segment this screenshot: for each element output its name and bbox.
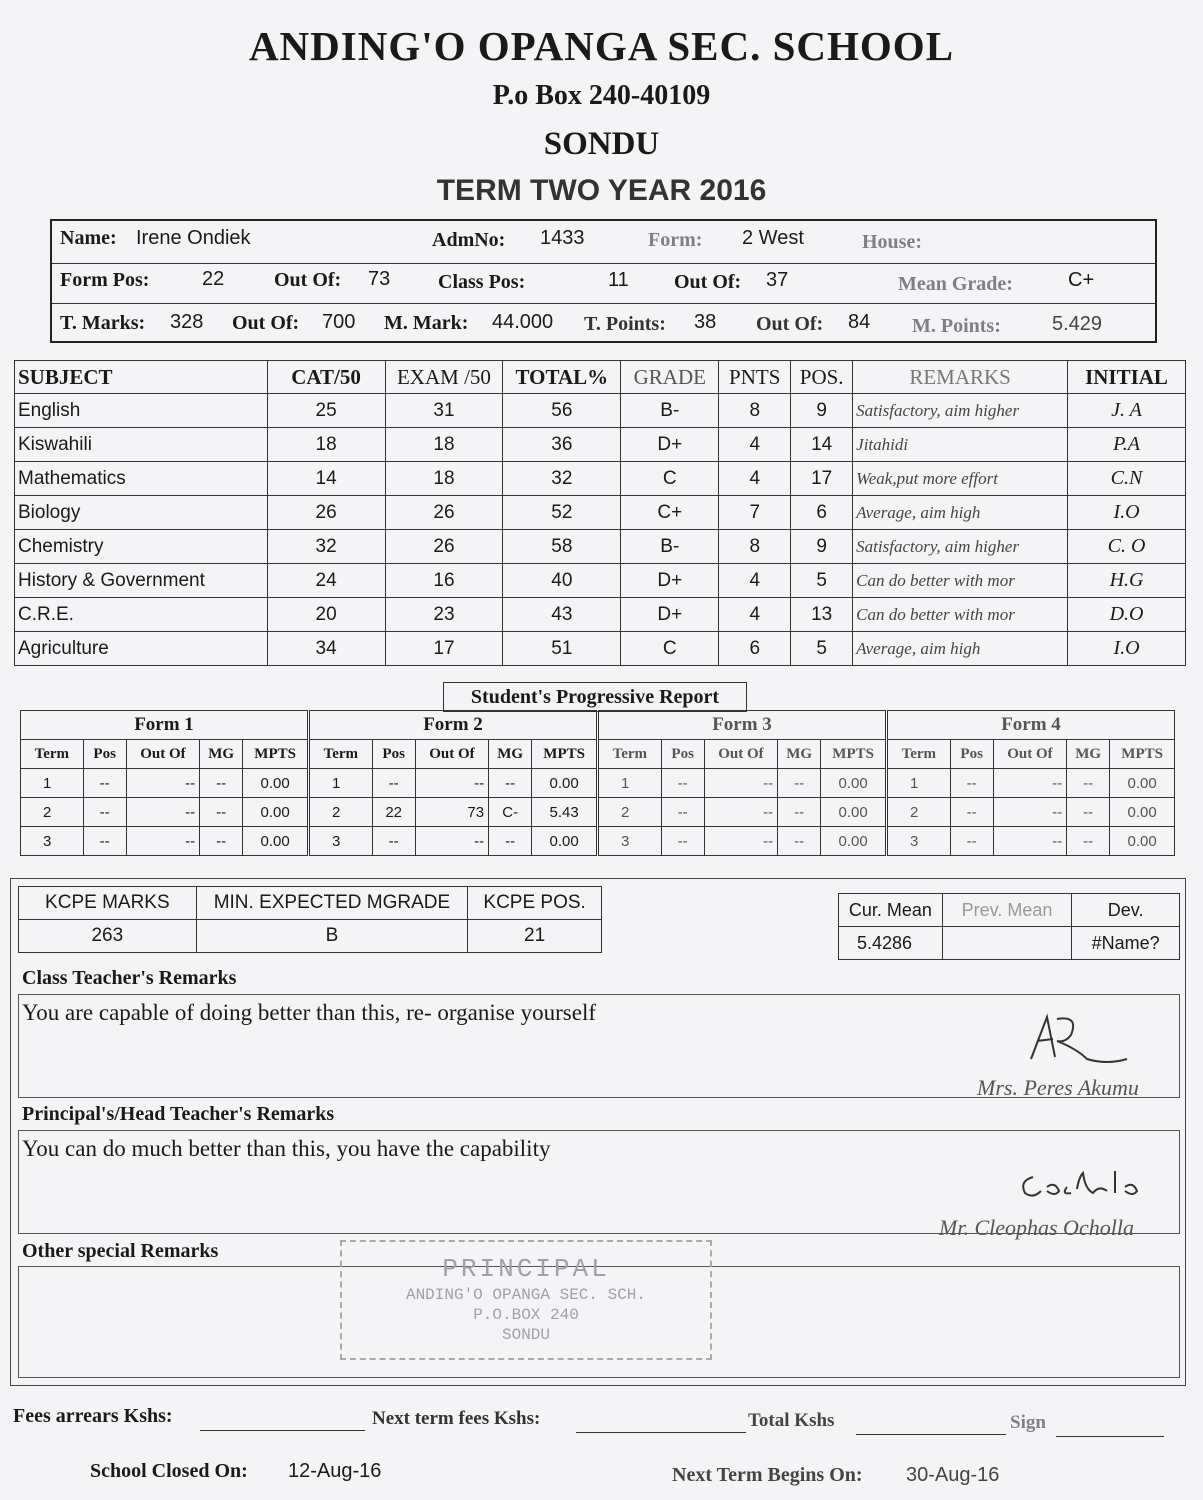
cell-exam: 16: [385, 564, 503, 598]
cell-grade: D+: [621, 564, 719, 598]
progress-cell: --: [200, 769, 243, 798]
form-label: Form:: [648, 229, 703, 251]
progress-cell: --: [200, 798, 243, 827]
progress-col-header: Term: [888, 740, 951, 769]
progress-form-table: [309, 710, 597, 856]
kcpe-marks-header: KCPE MARKS: [19, 887, 197, 920]
progress-cell: 0.00: [532, 769, 597, 798]
term-title: TERM TWO YEAR 2016: [436, 174, 767, 207]
class-teacher-remarks: You are capable of doing better than this, re- organise yourself: [22, 1000, 596, 1025]
progress-row: [310, 798, 597, 827]
cell-initial: C. O: [1068, 530, 1186, 564]
progress-form-table: [20, 710, 308, 856]
progress-cell: 1: [888, 769, 951, 798]
subject-row: [15, 632, 1186, 666]
progress-row: [888, 798, 1175, 827]
cell-exam: 26: [385, 496, 503, 530]
progress-cell: --: [489, 769, 532, 798]
form-out-of: 73: [368, 268, 391, 290]
class-teacher-label: Class Teacher's Remarks: [22, 967, 237, 989]
cell-grade: B-: [621, 530, 719, 564]
name-label: Name:: [60, 227, 117, 249]
progress-title: Student's Progressive Report: [443, 682, 747, 712]
progress-form-title: Form 1: [21, 711, 308, 740]
progress-cell: 3: [310, 827, 373, 856]
progress-cell: --: [778, 827, 821, 856]
cell-grade: C: [621, 632, 719, 666]
progress-cell: 0.00: [821, 798, 886, 827]
progress-cell: --: [126, 798, 199, 827]
progress-cell: --: [200, 827, 243, 856]
cell-cat: 25: [267, 394, 385, 428]
cell-remarks: Weak,put more effort: [853, 462, 1068, 496]
progress-cell: --: [1067, 827, 1110, 856]
cell-pnts: 4: [719, 462, 791, 496]
progress-cell: --: [993, 769, 1066, 798]
kcpe-pos-header: KCPE POS.: [468, 887, 602, 920]
school-name: ANDING'O OPANGA SEC. SCHOOL: [248, 23, 955, 69]
next-term-begins-label: Next Term Begins On:: [672, 1464, 863, 1486]
cell-initial: I.O: [1068, 496, 1186, 530]
form-pos-label: Form Pos:: [60, 269, 150, 291]
col-pos: POS.: [791, 361, 853, 394]
sign-label: Sign: [1010, 1412, 1046, 1433]
m-mark-label: M. Mark:: [384, 312, 469, 334]
cell-exam: 18: [385, 462, 503, 496]
progress-cell: --: [993, 827, 1066, 856]
m-points: 5.429: [1052, 313, 1103, 335]
progress-cell: --: [83, 827, 126, 856]
dev-header: Dev.: [1072, 894, 1180, 927]
progress-cell: --: [778, 798, 821, 827]
progress-cell: 1: [310, 769, 373, 798]
t-points: 38: [694, 311, 717, 333]
cell-total: 51: [503, 632, 621, 666]
next-term-fees-line: [576, 1432, 746, 1433]
next-term-fees-label: Next term fees Kshs:: [372, 1408, 541, 1429]
cell-exam: 26: [385, 530, 503, 564]
progress-col-header: Out Of: [704, 740, 777, 769]
progress-col-header: Term: [310, 740, 373, 769]
cell-exam: 23: [385, 598, 503, 632]
progress-col-header: Pos: [83, 740, 126, 769]
col-remarks: REMARKS: [853, 361, 1068, 394]
adm-label: AdmNo:: [432, 229, 506, 251]
progress-col-header: MPTS: [821, 740, 886, 769]
cell-cat: 24: [267, 564, 385, 598]
class-out-of: 37: [766, 269, 789, 291]
progress-cell: --: [704, 827, 777, 856]
col-exam: EXAM /50: [385, 361, 503, 394]
progress-cell: 2: [888, 798, 951, 827]
cell-grade: C: [621, 462, 719, 496]
cell-cat: 14: [267, 462, 385, 496]
cell-initial: J. A: [1068, 394, 1186, 428]
cell-pos: 14: [791, 428, 853, 462]
school-address: P.o Box 240-40109: [492, 80, 711, 111]
cell-subject: History & Government: [15, 564, 268, 598]
progress-cell: 0.00: [1110, 827, 1175, 856]
progress-row: [599, 798, 886, 827]
cell-subject: Agriculture: [15, 632, 268, 666]
progress-form-title: Form 2: [310, 711, 597, 740]
progress-cell: 0.00: [1110, 798, 1175, 827]
progress-col-header: Pos: [661, 740, 704, 769]
school-closed-date: 12-Aug-16: [288, 1460, 382, 1482]
school-closed-label: School Closed On:: [90, 1460, 248, 1482]
marks-table: [14, 360, 1186, 666]
class-pos-label: Class Pos:: [438, 271, 526, 293]
cell-remarks: Can do better with mor: [853, 598, 1068, 632]
progress-col-header: Pos: [950, 740, 993, 769]
progress-cell: 3: [888, 827, 951, 856]
progress-cell: --: [950, 827, 993, 856]
progress-col-header: Out Of: [993, 740, 1066, 769]
subject-row: [15, 496, 1186, 530]
progress-col-header: MPTS: [1110, 740, 1175, 769]
cell-grade: D+: [621, 598, 719, 632]
progress-col-header: MG: [778, 740, 821, 769]
progress-cell: --: [950, 798, 993, 827]
cell-cat: 34: [267, 632, 385, 666]
sign-line: [1056, 1436, 1164, 1437]
progress-cell: --: [372, 769, 415, 798]
progress-row: [310, 827, 597, 856]
cell-total: 32: [503, 462, 621, 496]
cell-pnts: 4: [719, 564, 791, 598]
cell-remarks: Average, aim high: [853, 496, 1068, 530]
school-town: SONDU: [543, 126, 660, 162]
subject-row: [15, 530, 1186, 564]
progress-col-header: MG: [489, 740, 532, 769]
cell-pos: 5: [791, 632, 853, 666]
cell-pos: 13: [791, 598, 853, 632]
t-points-out-of: 84: [848, 311, 871, 333]
principal-label: Principal's/Head Teacher's Remarks: [22, 1103, 335, 1125]
stamp-line-1: PRINCIPAL: [442, 1254, 610, 1284]
prev-mean-header: Prev. Mean: [942, 894, 1071, 927]
col-subject: SUBJECT: [15, 361, 268, 394]
cell-initial: P.A: [1068, 428, 1186, 462]
progress-cell: --: [83, 798, 126, 827]
cell-grade: D+: [621, 428, 719, 462]
progress-cell: --: [415, 769, 488, 798]
subject-row: [15, 394, 1186, 428]
cell-pos: 6: [791, 496, 853, 530]
principal-stamp: [340, 1240, 712, 1360]
progress-cell: --: [661, 769, 704, 798]
cell-subject: Chemistry: [15, 530, 268, 564]
progress-cell: --: [489, 827, 532, 856]
subject-row: [15, 462, 1186, 496]
cell-total: 43: [503, 598, 621, 632]
class-pos: 11: [608, 269, 629, 291]
cell-total: 58: [503, 530, 621, 564]
subject-row: [15, 428, 1186, 462]
progress-cell: 2: [599, 798, 662, 827]
col-grade: GRADE: [621, 361, 719, 394]
progress-cell: 2: [310, 798, 373, 827]
cell-initial: I.O: [1068, 632, 1186, 666]
class-teacher-signature-icon: [1017, 1009, 1137, 1071]
cell-total: 56: [503, 394, 621, 428]
progress-cell: --: [83, 769, 126, 798]
cell-pos: 17: [791, 462, 853, 496]
progress-row: [21, 798, 308, 827]
min-mgrade-value: B: [196, 920, 468, 953]
house-label: House:: [862, 231, 922, 253]
progress-row: [888, 769, 1175, 798]
cell-subject: C.R.E.: [15, 598, 268, 632]
stamp-line-2: ANDING'O OPANGA SEC. SCH.: [405, 1286, 647, 1304]
progress-col-header: Out Of: [126, 740, 199, 769]
progress-cell: --: [126, 827, 199, 856]
cell-pnts: 4: [719, 598, 791, 632]
cell-pnts: 8: [719, 394, 791, 428]
cell-subject: Mathematics: [15, 462, 268, 496]
m-points-label: M. Points:: [912, 315, 1001, 337]
progress-row: [599, 827, 886, 856]
m-mark: 44.000: [492, 311, 554, 333]
progress-cell: 5.43: [532, 798, 597, 827]
fees-arrears-line: [200, 1430, 365, 1431]
progress-row: [21, 769, 308, 798]
principal-remarks: You can do much better than this, you have the capability: [22, 1136, 551, 1161]
total-line: [856, 1434, 1006, 1435]
progress-col-header: MPTS: [532, 740, 597, 769]
progress-cell: 0.00: [1110, 769, 1175, 798]
subject-row: [15, 598, 1186, 632]
progress-cell: --: [372, 827, 415, 856]
progress-form-title: Form 4: [888, 711, 1175, 740]
mean-grade: C+: [1068, 269, 1095, 291]
progress-row: [21, 827, 308, 856]
cell-cat: 20: [267, 598, 385, 632]
progress-cell: --: [661, 798, 704, 827]
dev-value: #Name?: [1072, 927, 1180, 960]
progress-col-header: Term: [599, 740, 662, 769]
mean-grade-label: Mean Grade:: [898, 273, 1013, 295]
progress-col-header: Out Of: [415, 740, 488, 769]
progress-cell: 0.00: [243, 798, 308, 827]
kcpe-marks-value: 263: [19, 920, 197, 953]
cell-pos: 5: [791, 564, 853, 598]
col-cat: CAT/50: [267, 361, 385, 394]
progress-cell: 0.00: [243, 827, 308, 856]
progress-cell: --: [415, 827, 488, 856]
cur-mean-header: Cur. Mean: [839, 894, 943, 927]
progress-cell: C-: [489, 798, 532, 827]
cell-remarks: Satisfactory, aim higher: [853, 530, 1068, 564]
subject-row: [15, 564, 1186, 598]
cell-total: 40: [503, 564, 621, 598]
progress-cell: --: [661, 827, 704, 856]
t-marks-out-of-label: Out Of:: [232, 312, 300, 334]
cell-cat: 26: [267, 496, 385, 530]
cell-total: 36: [503, 428, 621, 462]
other-remarks-label: Other special Remarks: [22, 1240, 219, 1262]
cell-remarks: Jitahidi: [853, 428, 1068, 462]
student-name: Irene Ondiek: [136, 227, 251, 249]
cell-pnts: 6: [719, 632, 791, 666]
col-total: TOTAL%: [503, 361, 621, 394]
progress-cell: --: [778, 769, 821, 798]
marks-header-row: [15, 361, 1186, 394]
progress-col-header: MPTS: [243, 740, 308, 769]
kcpe-pos-value: 21: [468, 920, 602, 953]
cell-pos: 9: [791, 394, 853, 428]
progress-cell: 3: [599, 827, 662, 856]
min-mgrade-header: MIN. EXPECTED MGRADE: [196, 887, 468, 920]
progress-cell: 22: [372, 798, 415, 827]
progress-cell: 1: [599, 769, 662, 798]
cell-exam: 17: [385, 632, 503, 666]
cell-pnts: 7: [719, 496, 791, 530]
progress-cell: --: [950, 769, 993, 798]
cell-subject: English: [15, 394, 268, 428]
cell-subject: Biology: [15, 496, 268, 530]
col-initial: INITIAL: [1068, 361, 1186, 394]
progress-cell: 3: [21, 827, 84, 856]
next-term-begins-date: 30-Aug-16: [906, 1464, 1000, 1486]
col-pnts: PNTS: [719, 361, 791, 394]
progress-col-header: MG: [1067, 740, 1110, 769]
progress-cell: 0.00: [821, 769, 886, 798]
progress-cell: 73: [415, 798, 488, 827]
principal-signature-icon: [1015, 1159, 1175, 1203]
progress-row: [599, 769, 886, 798]
total-label: Total Kshs: [748, 1410, 835, 1431]
progress-cell: 2: [21, 798, 84, 827]
stamp-line-3: P.O.BOX 240: [473, 1306, 579, 1324]
cell-cat: 18: [267, 428, 385, 462]
progress-col-header: Term: [21, 740, 84, 769]
class-teacher-name: Mrs. Peres Akumu: [977, 1075, 1139, 1100]
progress-row: [310, 769, 597, 798]
cell-pos: 9: [791, 530, 853, 564]
cur-mean-value: 5.4286: [839, 927, 943, 960]
progress-cell: --: [1067, 769, 1110, 798]
cell-initial: C.N: [1068, 462, 1186, 496]
cell-exam: 18: [385, 428, 503, 462]
t-marks-label: T. Marks:: [60, 312, 146, 334]
progress-cell: --: [993, 798, 1066, 827]
progress-cell: 0.00: [821, 827, 886, 856]
progress-form-table: [598, 710, 886, 856]
class-out-of-label: Out Of:: [674, 271, 742, 293]
progress-cell: --: [1067, 798, 1110, 827]
class-teacher-remarks-box: [18, 994, 1180, 1098]
cell-grade: B-: [621, 394, 719, 428]
form-out-of-label: Out Of:: [274, 269, 342, 291]
stamp-line-4: SONDU: [501, 1326, 550, 1344]
progress-col-header: Pos: [372, 740, 415, 769]
t-points-label: T. Points:: [584, 313, 666, 335]
progress-cell: --: [704, 769, 777, 798]
cell-initial: H.G: [1068, 564, 1186, 598]
t-marks: 328: [170, 311, 204, 333]
progress-cell: 0.00: [532, 827, 597, 856]
progress-form-title: Form 3: [599, 711, 886, 740]
cell-pnts: 4: [719, 428, 791, 462]
cell-remarks: Can do better with mor: [853, 564, 1068, 598]
form-value: 2 West: [742, 227, 804, 249]
t-points-out-of-label: Out Of:: [756, 313, 824, 335]
principal-name: Mr. Cleophas Ocholla: [939, 1215, 1134, 1240]
student-info-box: [50, 219, 1157, 343]
form-pos: 22: [202, 268, 225, 290]
principal-remarks-box: [18, 1130, 1180, 1240]
t-marks-out-of: 700: [322, 311, 356, 333]
progress-cell: 1: [21, 769, 84, 798]
cell-grade: C+: [621, 496, 719, 530]
progress-row: [888, 827, 1175, 856]
cell-subject: Kiswahili: [15, 428, 268, 462]
progress-cell: --: [704, 798, 777, 827]
cell-pnts: 8: [719, 530, 791, 564]
cell-initial: D.O: [1068, 598, 1186, 632]
progress-cell: 0.00: [243, 769, 308, 798]
cell-cat: 32: [267, 530, 385, 564]
progress-form-table: [887, 710, 1175, 856]
cell-remarks: Satisfactory, aim higher: [853, 394, 1068, 428]
progress-col-header: MG: [200, 740, 243, 769]
fees-arrears-label: Fees arrears Kshs:: [13, 1405, 173, 1427]
progress-cell: --: [126, 769, 199, 798]
adm-number: 1433: [540, 227, 585, 249]
cell-total: 52: [503, 496, 621, 530]
cell-remarks: Average, aim high: [853, 632, 1068, 666]
cell-exam: 31: [385, 394, 503, 428]
